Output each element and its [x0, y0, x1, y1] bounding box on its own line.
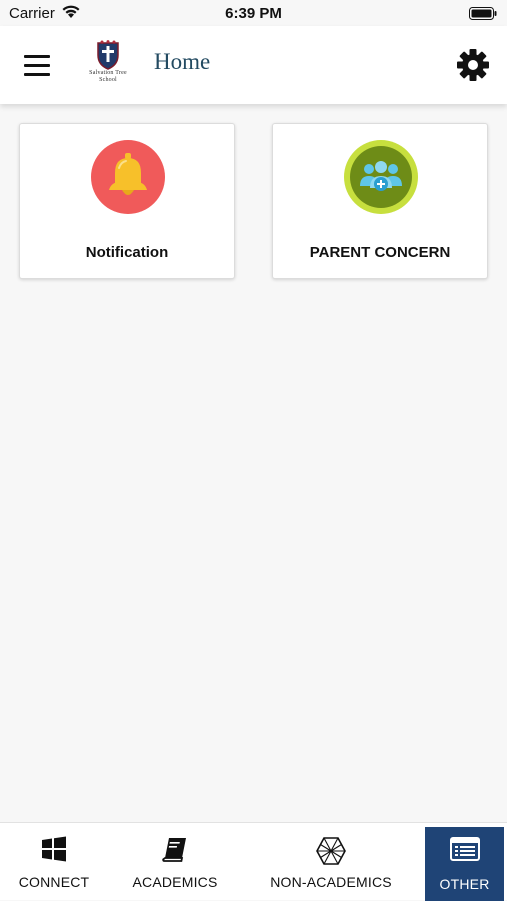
hamburger-menu-icon[interactable]: [24, 55, 50, 77]
nav-other[interactable]: [425, 827, 504, 901]
nav-non-academics-label: NON-ACADEMICS: [270, 874, 392, 890]
school-crest-icon: [95, 40, 121, 70]
nav-academics-label: ACADEMICS: [132, 874, 218, 890]
gear-icon[interactable]: [456, 48, 490, 82]
bell-icon: [91, 140, 165, 214]
logo-caption-line2: School: [99, 77, 117, 83]
clock: 6:39 PM: [225, 5, 282, 22]
battery-icon: [469, 7, 497, 20]
page-title: Home: [154, 49, 211, 74]
hexagon-icon: [315, 836, 347, 866]
list-window-icon: [450, 837, 480, 861]
carrier-label: Carrier: [9, 5, 55, 22]
nav-connect-label: CONNECT: [18, 874, 90, 890]
home-content: [0, 104, 507, 822]
parent-concern-label: PARENT CONCERN: [309, 244, 451, 261]
nav-academics[interactable]: [124, 823, 226, 901]
notification-label: Notification: [85, 244, 169, 261]
logo-caption-line1: Salvation Tree: [89, 70, 127, 76]
windows-icon: [41, 836, 67, 862]
bottom-nav: [0, 822, 507, 900]
nav-non-academics[interactable]: [262, 823, 400, 901]
notification-tile[interactable]: [19, 123, 235, 279]
parent-concern-tile[interactable]: [272, 123, 488, 279]
parents-group-icon: [344, 140, 418, 214]
nav-other-label: OTHER: [439, 876, 490, 892]
nav-connect[interactable]: [4, 823, 104, 901]
book-icon: [161, 836, 189, 864]
school-logo: [79, 40, 137, 90]
status-bar: [0, 0, 507, 26]
app-header: [0, 26, 507, 104]
